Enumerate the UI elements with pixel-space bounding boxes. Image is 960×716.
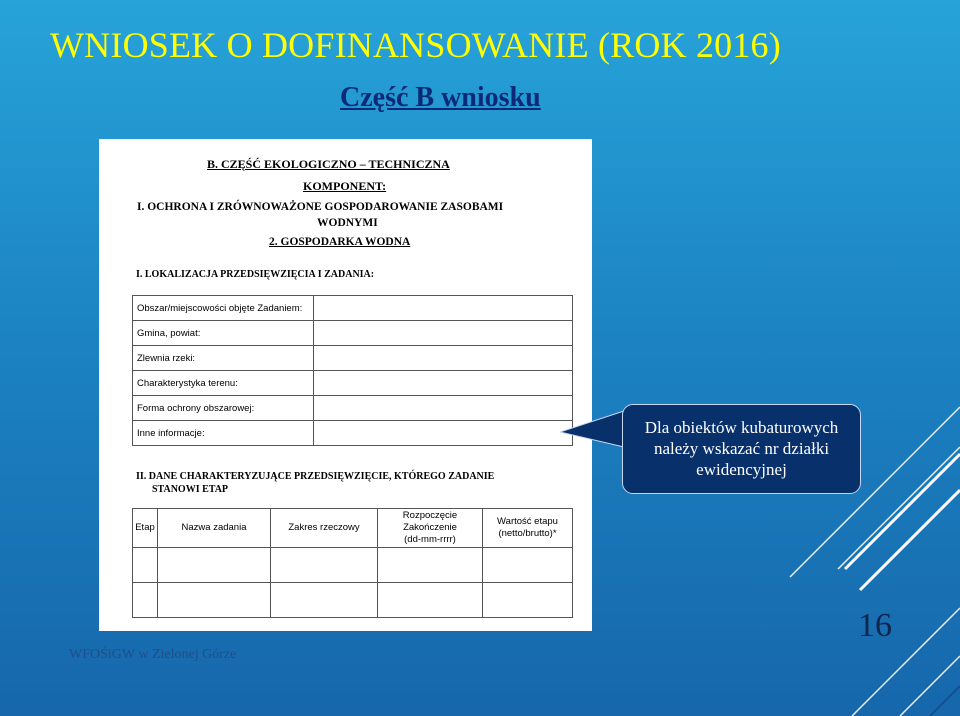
table-cell[interactable] [158,583,271,618]
header-value [483,509,573,548]
table-cell-value[interactable] [314,321,573,346]
doc-heading-component: KOMPONENT: [303,179,387,193]
table-cell-value[interactable] [314,296,573,321]
callout-line: Dla obiektów kubaturowych [644,418,839,437]
footer-organization: WFOŚiGW w Zielonej Górze [69,647,237,662]
table-row [133,371,573,396]
doc-heading-protection-cont: WODNYMI [317,217,378,229]
table-row [133,583,573,618]
table-cell[interactable] [158,548,271,583]
table-cell[interactable] [271,548,378,583]
section-data-heading-cont: STANOWI ETAP [152,484,229,495]
callout-line: ewidencyjnej [696,460,787,479]
table-row [133,396,573,421]
table-cell-value[interactable] [314,396,573,421]
doc-heading-protection: I. OCHRONA I ZRÓWNOWAŻONE GOSPODAROWANIE ZASOBAMI [137,201,504,213]
slide-title: WNIOSEK O DOFINANSOWANIE (ROK 2016) [50,25,781,65]
table-cell[interactable] [133,548,158,583]
table-cell[interactable] [483,548,573,583]
table-cell-label: Obszar/miejscowości objęte Zadaniem: [133,296,314,321]
table-row [133,421,573,446]
table-cell[interactable] [378,583,483,618]
header-scope: Zakres rzeczowy [271,509,378,548]
table-cell-value[interactable] [314,371,573,396]
form-document [99,139,592,631]
header-dates [378,509,483,548]
table-row [133,346,573,371]
table-cell[interactable] [133,583,158,618]
header-value-netto: (netto/brutto)* [498,528,557,539]
section-data-heading: II. DANE CHARAKTERYZUJĄCE PRZEDSIĘWZIĘCIE, KTÓREGO ZADANIE [136,471,495,482]
header-stage: Etap [133,509,158,548]
table-cell-label: Gmina, powiat: [133,321,314,346]
header-dates-start: Rozpoczęcie [402,510,458,521]
header-task-name: Nazwa zadania [158,509,271,548]
table-row [133,321,573,346]
section-location-heading: I. LOKALIZACJA PRZEDSIĘWZIĘCIA I ZADANIA: [136,269,375,280]
stages-table [132,508,573,618]
table-cell-label: Zlewnia rzeki: [133,346,314,371]
table-cell-label: Inne informacje: [133,421,314,446]
callout-line: należy wskazać nr działki [653,439,830,458]
table-row [133,548,573,583]
callout-note [622,404,861,494]
header-dates-end: Zakończenie [403,522,457,533]
doc-heading-ecological: B. CZĘŚĆ EKOLOGICZNO – TECHNICZNA [207,157,450,171]
table-cell[interactable] [271,583,378,618]
table-cell-value[interactable] [314,421,573,446]
doc-heading-water: 2. GOSPODARKA WODNA [269,236,411,248]
location-table [132,295,573,446]
table-cell-value[interactable] [314,346,573,371]
table-cell-label: Charakterystyka terenu: [133,371,314,396]
table-row [133,296,573,321]
table-header-row [133,509,573,548]
callout-pointer [560,405,630,455]
page-number: 16 [858,607,892,644]
header-dates-format: (dd-mm-rrrr) [404,534,456,545]
table-cell[interactable] [483,583,573,618]
header-value-label: Wartość etapu [497,516,558,527]
table-cell[interactable] [378,548,483,583]
slide-subtitle: Część B wniosku [340,82,541,113]
table-cell-label: Forma ochrony obszarowej: [133,396,314,421]
